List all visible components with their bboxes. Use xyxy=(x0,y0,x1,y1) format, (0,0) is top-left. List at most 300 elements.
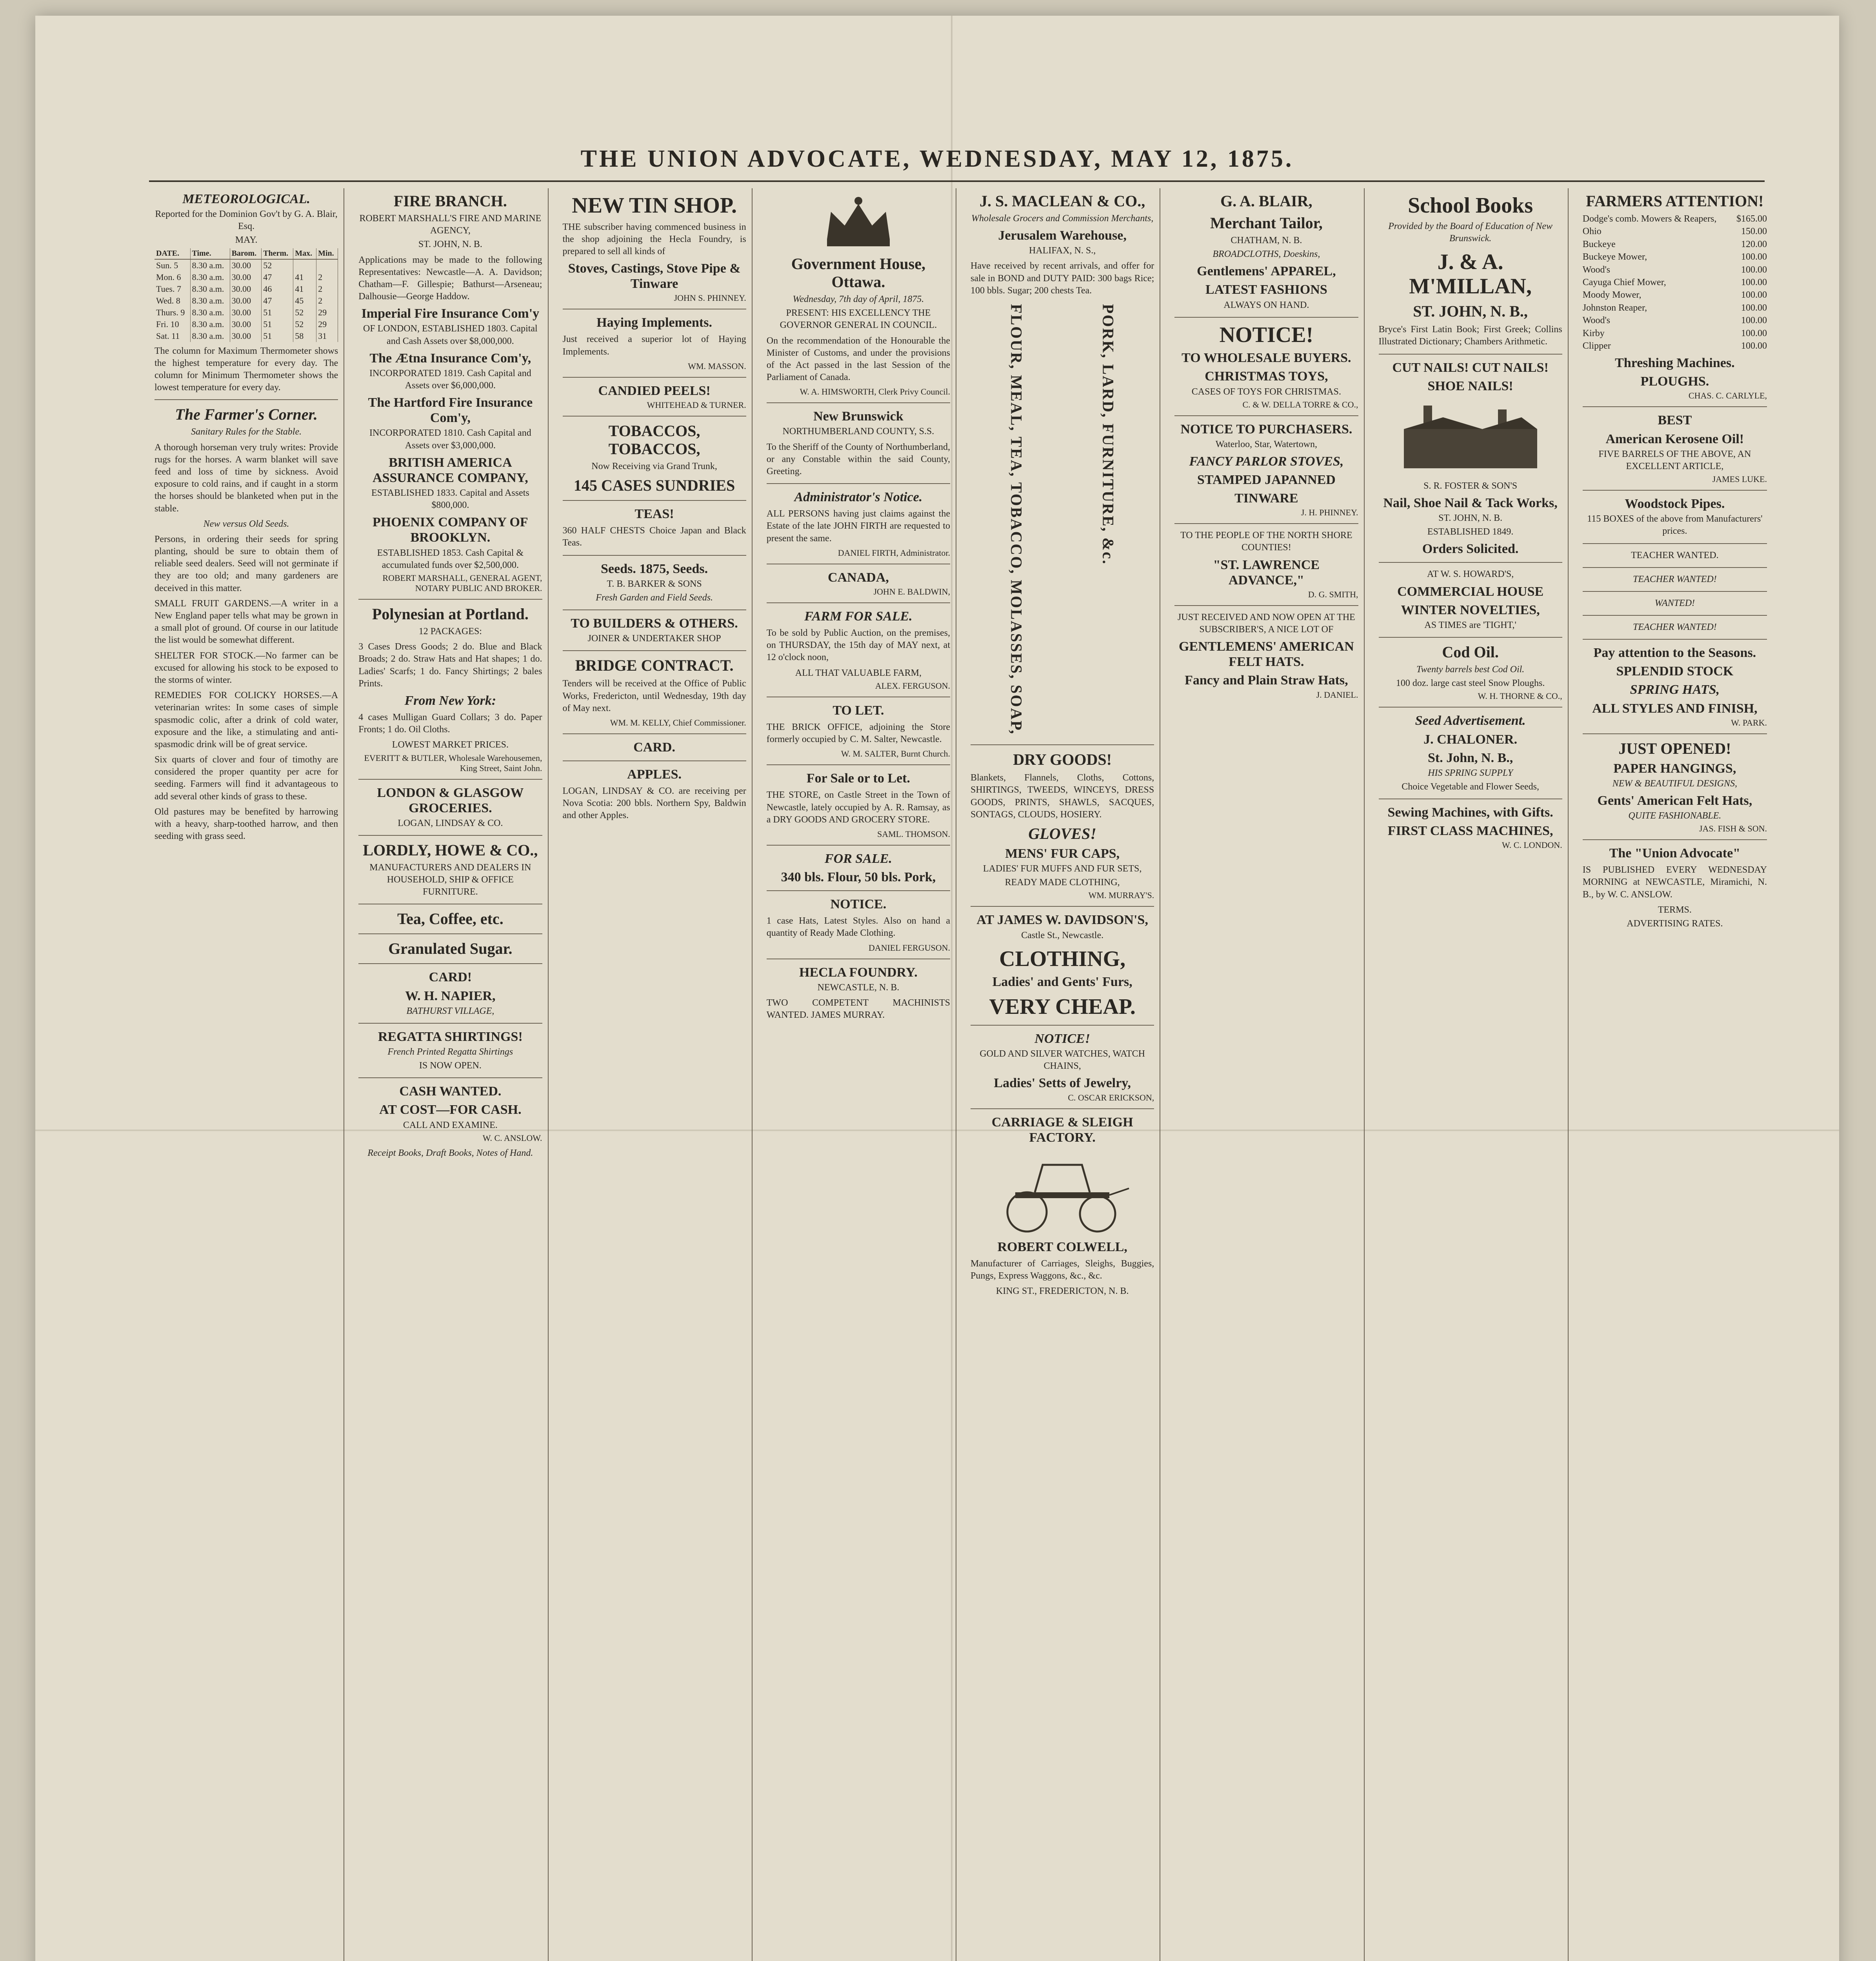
weather-cell: 8.30 a.m. xyxy=(190,330,230,342)
column-5 xyxy=(965,188,1160,1961)
ad-subheading: ALL THAT VALUABLE FARM, xyxy=(795,668,922,678)
ad-heading: TEAS! xyxy=(634,507,674,522)
ad-subheading: HIS SPRING SUPPLY xyxy=(1428,768,1513,778)
ad-subheading: "ST. LAWRENCE ADVANCE," xyxy=(1213,557,1320,588)
ad-heading: J. & A. M'MILLAN, xyxy=(1409,249,1532,298)
mower-price-item xyxy=(1583,225,1767,238)
divider xyxy=(358,1023,542,1024)
weather-cell: 30.00 xyxy=(230,283,262,295)
weather-cell: Thurs. 9 xyxy=(155,307,190,318)
ad-subheading: J. CHALONER. xyxy=(1423,732,1518,747)
ad-signature: WM. MURRAY'S. xyxy=(1088,890,1154,900)
divider xyxy=(767,602,950,603)
weather-cell: 30.00 xyxy=(230,307,262,318)
weather-cell: 30.00 xyxy=(230,259,262,271)
divider xyxy=(563,555,746,556)
ad-subheading: Wholesale Grocers and Commission Merchants, xyxy=(971,213,1154,224)
ad-heading: NOTICE! xyxy=(1034,1031,1090,1046)
weather-cell: 2 xyxy=(316,283,338,295)
divider xyxy=(971,744,1154,745)
ad-subheading: ST. JOHN, N. B., xyxy=(1413,302,1528,320)
weather-cell: 41 xyxy=(293,283,316,295)
ad-body: TWO COMPETENT MACHINISTS WANTED. JAMES MURRAY. xyxy=(766,997,950,1020)
ad-body: To be sold by Public Auction, on the premises, on THURSDAY, the 15th day of MAY next, at 12 o'clock noon, xyxy=(766,628,950,663)
mower-price-item xyxy=(1583,264,1767,276)
ad-heading: LORDLY, HOWE & CO., xyxy=(363,841,538,859)
divider xyxy=(358,1077,542,1078)
ad-heading: 145 CASES SUNDRIES xyxy=(574,477,735,495)
mower-price-item xyxy=(1583,340,1767,352)
mower-price: 100.00 xyxy=(1741,252,1767,262)
ad-heading: The Ætna Insurance Com'y, xyxy=(369,351,531,366)
divider xyxy=(1379,637,1562,638)
ad-heading: For Sale or to Let. xyxy=(806,771,910,786)
ad-heading: TO LET. xyxy=(833,703,884,718)
ad-subheading: LATEST FASHIONS xyxy=(1205,282,1327,297)
ad-subheading: Threshing Machines. xyxy=(1615,356,1735,371)
weather-cell: 46 xyxy=(262,283,293,295)
ad-location: ST. JOHN, N. B. xyxy=(418,239,482,250)
crown-icon xyxy=(819,192,898,251)
ad-subheading: St. John, N. B., xyxy=(1427,750,1513,765)
ad-signature: WHITEHEAD & TURNER. xyxy=(647,400,746,410)
ad-subheading: Ladies' and Gents' Furs, xyxy=(992,975,1133,990)
ad-subheading: Nail, Shoe Nail & Tack Works, xyxy=(1383,495,1558,510)
ad-heading: VERY CHEAP. xyxy=(989,995,1136,1019)
article-paragraph: Six quarts of clover and four of timothy are considered the proper quantity per acre for seeding. Farmers will find it advantageous to add several other kinds of grass to these. xyxy=(155,755,338,802)
article-paragraph: REMEDIES FOR COLICKY HORSES.—A veterinarian writes: In some cases of simple spasmodic colic, after a drink of cold water, exposure and the like, a stimulating and anti-spasmodic drink will be of great service. xyxy=(155,690,338,749)
weather-cell: Tues. 7 xyxy=(155,283,190,295)
weather-row xyxy=(155,307,338,318)
ad-subheading: ADVERTISING RATES. xyxy=(1627,919,1723,929)
ad-heading: AT W. S. HOWARD'S, xyxy=(1427,569,1514,580)
ad-subheading: Now Receiving via Grand Trunk, xyxy=(591,461,717,471)
mower-price-item xyxy=(1583,289,1767,301)
weather-cell: 8.30 a.m. xyxy=(190,295,230,307)
mower-price: 100.00 xyxy=(1741,290,1767,300)
weather-row xyxy=(155,259,338,271)
weather-cell: 31 xyxy=(316,330,338,342)
ad-body: Manufacturer of Carriages, Sleighs, Buggies, Pungs, Express Waggons, &c., &c. xyxy=(971,1258,1154,1281)
ad-heading: JUST OPENED! xyxy=(1618,739,1731,757)
article-paragraph: SMALL FRUIT GARDENS.—A writer in a New England paper tells what may be grown in a small plot of ground. Of course in our latitude the list would be somewhat different. xyxy=(155,598,338,646)
ad-subheading: GLOVES! xyxy=(1028,824,1096,842)
newspaper-page xyxy=(35,16,1839,1961)
meteorological-heading: METEOROLOGICAL. xyxy=(182,192,311,206)
divider xyxy=(563,733,746,734)
divider xyxy=(767,483,950,484)
divider xyxy=(1174,317,1358,318)
ad-heading: TEACHER WANTED. xyxy=(1631,550,1719,560)
vertical-ad-text: FLOUR, MEAL, TEA, TOBACCO, MOLASSES, SOAP, xyxy=(1007,304,1025,735)
ad-subheading: WINTER NOVELTIES, xyxy=(1401,602,1540,617)
ad-subheading: T. B. BARKER & SONS xyxy=(607,578,702,589)
ad-signature: W. H. THORNE & CO., xyxy=(1478,691,1562,701)
ad-signature: WM. M. KELLY, Chief Commissioner. xyxy=(610,717,746,728)
divider xyxy=(358,933,542,934)
ad-heading: Imperial Fire Insurance Com'y xyxy=(361,306,540,321)
weather-cell: 52 xyxy=(293,307,316,318)
ad-body: 1 case Hats, Latest Styles. Also on hand a quantity of Ready Made Clothing. xyxy=(766,916,950,939)
ad-subheading: MENS' FUR CAPS, xyxy=(1005,846,1120,861)
weather-cell: 30.00 xyxy=(230,295,262,307)
divider xyxy=(1379,707,1562,708)
ad-heading: BEST xyxy=(1658,413,1692,428)
ad-body: 360 HALF CHESTS Choice Japan and Black Teas. xyxy=(562,526,746,548)
ad-signature: J. H. PHINNEY. xyxy=(1301,508,1358,518)
ad-heading: Cod Oil. xyxy=(1442,643,1499,661)
ad-signature: W. M. SALTER, Burnt Church. xyxy=(841,749,950,759)
ad-subheading: 12 PACKAGES: xyxy=(418,626,482,637)
ad-heading: NOTICE. xyxy=(830,897,887,912)
weather-row xyxy=(155,271,338,283)
ad-subheading: French Printed Regatta Shirtings xyxy=(387,1046,513,1057)
divider xyxy=(563,416,746,417)
mower-name: Wood's xyxy=(1582,315,1611,326)
divider xyxy=(1583,639,1767,640)
ad-heading: NOTICE TO PURCHASERS. xyxy=(1180,422,1352,437)
ad-subheading: ROBERT MARSHALL'S FIRE AND MARINE AGENCY, xyxy=(359,213,542,236)
ad-heading: American Kerosene Oil! xyxy=(1605,431,1744,446)
ad-body: INCORPORATED 1819. Cash Capital and Assets over $6,000,000. xyxy=(369,368,531,391)
divider xyxy=(1583,567,1767,568)
ad-subheading: IS NOW OPEN. xyxy=(419,1061,482,1071)
ad-heading: CUT NAILS! CUT NAILS! xyxy=(1392,360,1549,375)
column-8 xyxy=(1577,188,1772,1961)
mower-name: Cayuga Chief Mower, xyxy=(1582,277,1666,287)
ad-body: THE subscriber having commenced business in the shop adjoining the Hecla Foundry, is prepared to sell all kinds of xyxy=(562,222,746,256)
ad-subheading: SPRING HATS, xyxy=(1630,682,1720,697)
ad-heading: CLOTHING, xyxy=(999,946,1126,971)
ad-signature: J. DANIEL. xyxy=(1316,689,1358,700)
vertical-ad-text: PORK, LARD, FURNITURE, &c. xyxy=(1099,304,1117,565)
ad-location: KING ST., FREDERICTON, N. B. xyxy=(996,1286,1129,1297)
ad-body: Choice Vegetable and Flower Seeds, xyxy=(1402,781,1540,792)
ad-body: ALWAYS ON HAND. xyxy=(1223,300,1309,310)
weather-cell: 8.30 a.m. xyxy=(190,307,230,318)
mower-name: Clipper xyxy=(1582,340,1611,351)
weather-cell: 2 xyxy=(316,271,338,283)
mower-name: Moody Mower, xyxy=(1582,290,1642,300)
ad-heading: Haying Implements. xyxy=(596,315,712,330)
weather-cell: 29 xyxy=(316,307,338,318)
ad-body: JUST RECEIVED AND NOW OPEN AT THE SUBSCRIBER'S, A NICE LOT OF xyxy=(1177,612,1355,635)
ad-subheading: GOLD AND SILVER WATCHES, WATCH CHAINS, xyxy=(980,1049,1145,1071)
weather-cell: 30.00 xyxy=(230,318,262,330)
weather-cell: Mon. 6 xyxy=(155,271,190,283)
ad-body: INCORPORATED 1810. Cash Capital and Assets over $3,000,000. xyxy=(369,428,531,451)
ad-subheading: MANUFACTURERS AND DEALERS IN HOUSEHOLD, SHIP & OFFICE FURNITURE. xyxy=(369,862,531,897)
ad-heading: Pay attention to the Seasons. xyxy=(1593,646,1756,660)
mower-price-item xyxy=(1583,251,1767,263)
weather-cell: 45 xyxy=(293,295,316,307)
divider xyxy=(1583,591,1767,592)
ad-signature: DANIEL FERGUSON. xyxy=(868,942,950,953)
ad-subheading: NEW & BEAUTIFUL DESIGNS, xyxy=(1612,778,1737,789)
ad-subheading: Orders Solicited. xyxy=(1422,542,1519,557)
divider xyxy=(358,599,542,600)
ad-subheading: FIRST CLASS MACHINES, xyxy=(1387,824,1553,839)
weather-cell: 30.00 xyxy=(230,271,262,283)
ad-heading: FARM FOR SALE. xyxy=(804,609,913,624)
ad-heading: LONDON & GLASGOW GROCERIES. xyxy=(377,785,524,815)
ad-body: FIVE BARRELS OF THE ABOVE, AN EXCELLENT ARTICLE, xyxy=(1598,449,1751,471)
ad-heading: FOR SALE. xyxy=(824,851,892,866)
ad-subheading: PLOUGHS. xyxy=(1640,374,1709,389)
ad-body: 3 Cases Dress Goods; 2 do. Blue and Black Broads; 2 do. Straw Hats and Hat shapes; 1 do. Ladies' Scarfs; 1 do. Fancy Shirtings; 2 bales Prints. xyxy=(358,642,542,689)
ad-body: AS TIMES are 'TIGHT,' xyxy=(1424,620,1516,630)
ad-subheading: NORTHUMBERLAND COUNTY, S.S. xyxy=(782,426,934,437)
mower-price-item xyxy=(1583,238,1767,251)
weather-cell xyxy=(316,259,338,271)
mower-name: Johnston Reaper, xyxy=(1582,302,1647,313)
ad-heading: NOTICE! xyxy=(1219,322,1314,347)
weather-cell: 8.30 a.m. xyxy=(190,271,230,283)
ad-heading: TO BUILDERS & OTHERS. xyxy=(571,616,738,631)
ad-signature: CHAS. C. CARLYLE, xyxy=(1688,391,1767,401)
ad-heading: Government House, Ottawa. xyxy=(791,255,925,291)
weather-header-cell: DATE. xyxy=(155,248,190,259)
weather-cell: Fri. 10 xyxy=(155,318,190,330)
divider xyxy=(767,402,950,403)
ad-body: 100 doz. large cast steel Snow Ploughs. xyxy=(1396,678,1545,689)
divider xyxy=(767,764,950,765)
ad-subheading: TO WHOLESALE BUYERS. xyxy=(1182,351,1351,366)
weather-header-cell: Therm. xyxy=(262,248,293,259)
ad-subheading: BATHURST VILLAGE, xyxy=(406,1006,494,1016)
ad-subheading: Waterloo, Star, Watertown, xyxy=(1215,439,1318,449)
mower-price: 100.00 xyxy=(1741,302,1767,313)
factory-illustration xyxy=(1396,398,1545,476)
ad-subheading: S. R. FOSTER & SON'S xyxy=(1423,480,1518,491)
column-7 xyxy=(1373,188,1569,1961)
ad-signature: C. & W. DELLA TORRE & CO., xyxy=(1242,399,1358,409)
ad-heading: HECLA FOUNDRY. xyxy=(799,965,918,980)
mower-price-item xyxy=(1583,276,1767,289)
column-2 xyxy=(353,188,548,1961)
divider xyxy=(563,500,746,501)
farmers-corner-heading: The Farmer's Corner. xyxy=(175,406,318,424)
mower-price: 100.00 xyxy=(1741,315,1767,326)
mower-price: 100.00 xyxy=(1741,340,1767,351)
ad-body: Tenders will be received at the Office of Public Works, Fredericton, until Wednesday, 19th day of May next. xyxy=(562,679,746,713)
divider xyxy=(1583,543,1767,544)
ad-subheading: Gentlemens' APPAREL, xyxy=(1197,264,1336,279)
ad-subheading: Jerusalem Warehouse, xyxy=(998,228,1127,243)
weather-cell: 51 xyxy=(262,307,293,318)
divider xyxy=(358,963,542,964)
ad-body: CALL AND EXAMINE. xyxy=(403,1120,498,1130)
ad-signature: EVERITT & BUTLER, Wholesale Warehousemen, King Street, Saint John. xyxy=(364,753,542,773)
ad-signature: SAML. THOMSON. xyxy=(877,829,950,839)
divider xyxy=(358,835,542,836)
weather-cell: 52 xyxy=(293,318,316,330)
ad-subheading: CHRISTMAS TOYS, xyxy=(1205,369,1328,384)
ad-location: ST. JOHN, N. B. xyxy=(1438,513,1503,523)
ad-subheading: ROBERT COLWELL, xyxy=(997,1239,1127,1254)
mower-name: Kirby xyxy=(1582,328,1605,338)
carriage-illustration xyxy=(992,1149,1133,1235)
ad-subheading: QUITE FASHIONABLE. xyxy=(1628,811,1721,821)
weather-cell: 47 xyxy=(262,271,293,283)
ad-subheading: STAMPED JAPANNED xyxy=(1197,473,1336,488)
divider xyxy=(1583,406,1767,407)
ad-subheading: PAPER HANGINGS, xyxy=(1613,761,1736,776)
divider xyxy=(1174,415,1358,416)
ad-heading: AT JAMES W. DAVIDSON'S, xyxy=(976,913,1148,928)
divider xyxy=(155,399,338,400)
ad-subheading: LOGAN, LINDSAY & CO. xyxy=(398,818,503,828)
mower-name: Ohio xyxy=(1582,226,1602,237)
ad-signature: C. OSCAR ERICKSON, xyxy=(1068,1092,1154,1102)
divider xyxy=(1174,523,1358,524)
divider xyxy=(1583,490,1767,491)
ad-heading: BRITISH AMERICA ASSURANCE COMPANY, xyxy=(373,455,528,485)
ad-subheading: READY MADE CLOTHING, xyxy=(1005,877,1120,888)
ad-subheading: Ladies' Setts of Jewelry, xyxy=(994,1076,1131,1091)
ad-body: Just received a superior lot of Haying Implements. xyxy=(562,334,746,357)
article-paragraph: Persons, in ordering their seeds for spring planting, should be sure to obtain them of reliable seed dealers. Seed will not germinate if they are too old; and many gardeners are deceived in this matter. xyxy=(155,534,338,593)
ad-signature: ROBERT MARSHALL, GENERAL AGENT, NOTARY PUBLIC AND BROKER. xyxy=(382,573,542,593)
ad-body: ESTABLISHED 1849. xyxy=(1427,527,1514,537)
ad-heading: Tea, Coffee, etc. xyxy=(397,910,504,928)
ad-subheading: FANCY PARLOR STOVES, xyxy=(1189,454,1344,469)
weather-row xyxy=(155,295,338,307)
weather-header-cell: Barom. xyxy=(230,248,262,259)
weather-cell: Wed. 8 xyxy=(155,295,190,307)
ad-heading: J. S. MACLEAN & CO., xyxy=(980,192,1145,210)
ad-subheading: JOINER & UNDERTAKER SHOP xyxy=(587,633,721,644)
weather-row xyxy=(155,283,338,295)
ad-subheading: W. H. NAPIER, xyxy=(405,988,496,1003)
ad-heading: School Books xyxy=(1408,193,1533,218)
ad-signature: ALEX. FERGUSON. xyxy=(875,680,950,691)
ad-subheading: BROADCLOTHS, Doeskins, xyxy=(1212,249,1320,260)
ad-heading: CARRIAGE & SLEIGH FACTORY. xyxy=(991,1115,1133,1145)
ad-heading: CANADA, xyxy=(827,570,889,585)
ad-heading: Woodstock Pipes. xyxy=(1625,497,1725,511)
ad-subheading: Fresh Garden and Field Seeds. xyxy=(596,592,713,603)
farmers-corner-subheading: Sanitary Rules for the Stable. xyxy=(191,427,302,437)
ad-heading: Sewing Machines, with Gifts. xyxy=(1387,805,1553,820)
ad-signature: JOHN E. BALDWIN, xyxy=(873,586,950,597)
weather-cell: Sun. 5 xyxy=(155,259,190,271)
ad-heading: FARMERS ATTENTION! xyxy=(1586,192,1764,210)
column-6 xyxy=(1169,188,1364,1961)
weather-cell: 41 xyxy=(293,271,316,283)
divider xyxy=(1379,354,1562,355)
ad-body: Have received by recent arrivals, and offer for sale in BOND and DUTY PAID: 300 bags Rice; 100 bbls. Sugar; 200 chests Tea. xyxy=(971,261,1154,296)
ad-subheading: CASES OF TOYS FOR CHRISTMAS. xyxy=(1191,386,1341,397)
ad-body: Blankets, Flannels, Cloths, Cottons, SHIRTINGS, TWEEDS, WINCEYS, DRESS GOODS, PRINTS, SHAWLS, SACQUES, SONTAGS, CLOUDS, HOSIERY. xyxy=(971,773,1154,820)
ad-subheading: Twenty barrels best Cod Oil. xyxy=(1416,664,1525,675)
ad-heading: NEW TIN SHOP. xyxy=(572,193,737,218)
column-1 xyxy=(149,188,344,1961)
weather-cell: 58 xyxy=(293,330,316,342)
weather-cell: 8.30 a.m. xyxy=(190,318,230,330)
divider xyxy=(971,906,1154,907)
ad-subheading: Gents' American Felt Hats, xyxy=(1597,793,1752,808)
article-paragraph: A thorough horseman very truly writes: Provide rugs for the horses. A warm blanket will save feed and loss of time by sickness. Avoid exposure to cold rains, and if caught in a storm the horses should be blanketed when put in the stable. xyxy=(155,442,338,514)
ad-subheading: GENTLEMENS' AMERICAN FELT HATS. xyxy=(1178,639,1354,669)
weather-header-cell: Max. xyxy=(293,248,316,259)
weather-cell: 30.00 xyxy=(230,330,262,342)
column-4 xyxy=(761,188,956,1961)
weather-cell: 8.30 a.m. xyxy=(190,283,230,295)
masthead-rule xyxy=(149,180,1765,182)
ad-heading: From New York: xyxy=(404,693,496,708)
ad-body: Applications may be made to the following Representatives: Newcastle—A. A. Davidson; Chatham—F. Gillespie; Bathurst—Arseneau; Dalhousie—George Haddow. xyxy=(358,255,542,302)
weather-cell: 47 xyxy=(262,295,293,307)
weather-cell: 29 xyxy=(316,318,338,330)
masthead: THE UNION ADVOCATE, WEDNESDAY, MAY 12, 1875. xyxy=(580,146,1294,172)
ad-heading: Administrator's Notice. xyxy=(794,490,923,505)
seeds-subheading: New versus Old Seeds. xyxy=(203,518,289,529)
mower-price-list xyxy=(1583,213,1767,352)
ad-heading: CASH WANTED. xyxy=(399,1084,502,1099)
ad-subheading: TERMS. xyxy=(1658,904,1692,915)
divider xyxy=(563,609,746,610)
column-grid xyxy=(149,188,1772,1961)
mower-price-item xyxy=(1583,314,1767,327)
ad-signature: JAS. FISH & SON. xyxy=(1699,824,1767,834)
ad-heading: The "Union Advocate" xyxy=(1609,846,1741,861)
ad-subheading: Wednesday, 7th day of April, 1875. xyxy=(793,294,924,304)
ad-signature: JOHN S. PHINNEY. xyxy=(674,293,746,303)
mower-price-item xyxy=(1583,213,1767,225)
divider xyxy=(1379,562,1562,563)
ad-body: THE STORE, on Castle Street in the Town of Newcastle, lately occupied by A. R. Ramsay, as a DRY GOODS AND GROCERY STORE. xyxy=(766,790,950,825)
weather-header-cell: Time. xyxy=(190,248,230,259)
ad-signature: JAMES LUKE. xyxy=(1712,474,1767,484)
weather-row xyxy=(155,330,338,342)
mower-name: Dodge's comb. Mowers & Reapers, xyxy=(1582,214,1717,224)
weather-header-cell: Min. xyxy=(316,248,338,259)
article-paragraph: SHELTER FOR STOCK.—No farmer can be excused for allowing his stock to be exposed to the storms of winter. xyxy=(155,650,338,685)
ad-subheading: TINWARE xyxy=(1234,491,1298,506)
ad-heading: TO THE PEOPLE OF THE NORTH SHORE COUNTIES! xyxy=(1180,530,1352,553)
ad-heading: TEACHER WANTED! xyxy=(1633,622,1717,633)
ad-heading: Polynesian at Portland. xyxy=(372,605,529,623)
ad-heading: WANTED! xyxy=(1654,598,1695,608)
ad-heading: The Hartford Fire Insurance Com'y, xyxy=(368,395,533,426)
meteorological-subheading: Reported for the Dominion Gov't by G. A. Blair, Esq. xyxy=(155,209,338,232)
weather-cell xyxy=(293,259,316,271)
ad-body: THE BRICK OFFICE, adjoining the Store formerly occupied by C. M. Salter, Newcastle. xyxy=(766,722,950,745)
ad-subheading: LADIES' FUR MUFFS AND FUR SETS, xyxy=(983,864,1142,874)
weather-table xyxy=(155,248,338,342)
divider xyxy=(358,779,542,780)
ad-signature: D. G. SMITH, xyxy=(1308,589,1358,599)
ad-subheading: AT COST—FOR CASH. xyxy=(379,1102,522,1117)
ad-heading: G. A. BLAIR, xyxy=(1220,192,1312,210)
weather-table-body xyxy=(155,259,338,342)
ad-body: To the Sheriff of the County of Northumberland, or any Constable within the said County, Greeting. xyxy=(766,442,950,477)
mower-price: $165.00 xyxy=(1736,214,1767,224)
ad-signature: W. A. HIMSWORTH, Clerk Privy Council. xyxy=(800,387,950,397)
weather-cell: 51 xyxy=(262,318,293,330)
ad-body: ESTABLISHED 1853. Cash Capital & accumulated funds over $2,500,000. xyxy=(377,548,524,570)
mower-price: 150.00 xyxy=(1741,226,1767,237)
ad-heading: PHOENIX COMPANY OF BROOKLYN. xyxy=(373,515,528,545)
ad-location: HALIFAX, N. S., xyxy=(1029,246,1096,256)
ad-body: Bryce's First Latin Book; First Greek; Collins Illustrated Dictionary; Chambers Arithmetic. xyxy=(1378,324,1562,347)
mower-price: 100.00 xyxy=(1741,277,1767,287)
ad-subheading: Stoves, Castings, Stove Pipe & Tinware xyxy=(568,261,741,291)
ad-subheading: SPLENDID STOCK xyxy=(1616,664,1734,679)
ad-signature: W. C. LONDON. xyxy=(1502,840,1562,850)
weather-cell: 2 xyxy=(316,295,338,307)
